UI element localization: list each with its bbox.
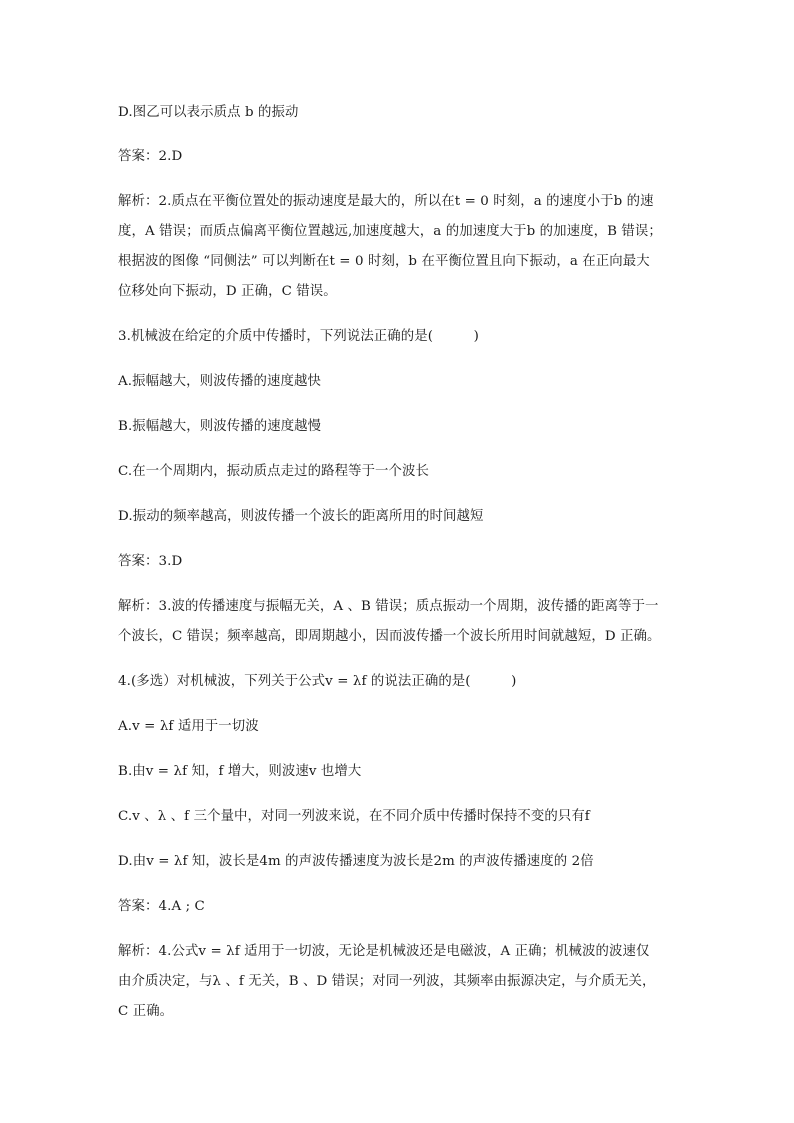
- explanation-q4-line-2: 由介质决定，与λ 、f 无关，B 、D 错误；对同一列波，其频率由振源决定，与介质无关，: [118, 974, 656, 989]
- option-c-q4: C.v 、λ 、f 三个量中，对同一列波来说，在不同介质中传播时保持不变的只有f: [118, 809, 590, 824]
- question-4: 4.(多选）对机械波，下列关于公式v = λf 的说法正确的是( ): [118, 674, 517, 689]
- explanation-q4-line-3: C 正确。: [118, 1004, 174, 1019]
- explanation-q4-line-1: 解析：4.公式v = λf 适用于一切波，无论是机械波还是电磁波，A 正确；机械波的波速仅: [118, 944, 650, 959]
- explanation-q2-line-1: 解析：2.质点在平衡位置处的振动速度是最大的，所以在t = 0 时刻，a 的速度小于b 的速: [118, 194, 654, 209]
- explanation-q3-line-1: 解析：3.波的传播速度与振幅无关，A 、B 错误；质点振动一个周期，波传播的距离等于一: [118, 599, 659, 614]
- option-b-q4: B.由v = λf 知，f 增大，则波速v 也增大: [118, 764, 362, 779]
- option-c-q3: C.在一个周期内，振动质点走过的路程等于一个波长: [118, 464, 430, 479]
- answer-q2: 答案：2.D: [118, 149, 183, 164]
- option-d-q3: D.振动的频率越高，则波传播一个波长的距离所用的时间越短: [118, 509, 484, 524]
- explanation-q2-line-3: 根据波的图像 “同侧法” 可以判断在t = 0 时刻，b 在平衡位置且向下振动，a 在正向最大: [118, 254, 650, 269]
- explanation-q2-line-4: 位移处向下振动，D 正确，C 错误。: [118, 284, 337, 299]
- option-d-q4: D.由v = λf 知，波长是4m 的声波传播速度为波长是2m 的声波传播速度的 2倍: [118, 854, 594, 869]
- answer-q4: 答案：4.A ; C: [118, 899, 205, 914]
- option-d-q2: D.图乙可以表示质点 b 的振动: [118, 105, 299, 120]
- explanation-q2-line-2: 度，A 错误；而质点偏离平衡位置越远,加速度越大，a 的加速度大于b 的加速度，B 错误；: [118, 224, 662, 239]
- option-b-q3: B.振幅越大，则波传播的速度越慢: [118, 419, 322, 434]
- option-a-q3: A.振幅越大，则波传播的速度越快: [118, 374, 321, 389]
- explanation-q3-line-2: 个波长，C 错误；频率越高，即周期越小，因而波传播一个波长所用时间就越短，D 正确。: [118, 629, 661, 644]
- question-3: 3.机械波在给定的介质中传播时，下列说法正确的是( ): [118, 329, 479, 344]
- answer-q3: 答案：3.D: [118, 554, 183, 569]
- option-a-q4: A.v = λf 适用于一切波: [118, 719, 259, 734]
